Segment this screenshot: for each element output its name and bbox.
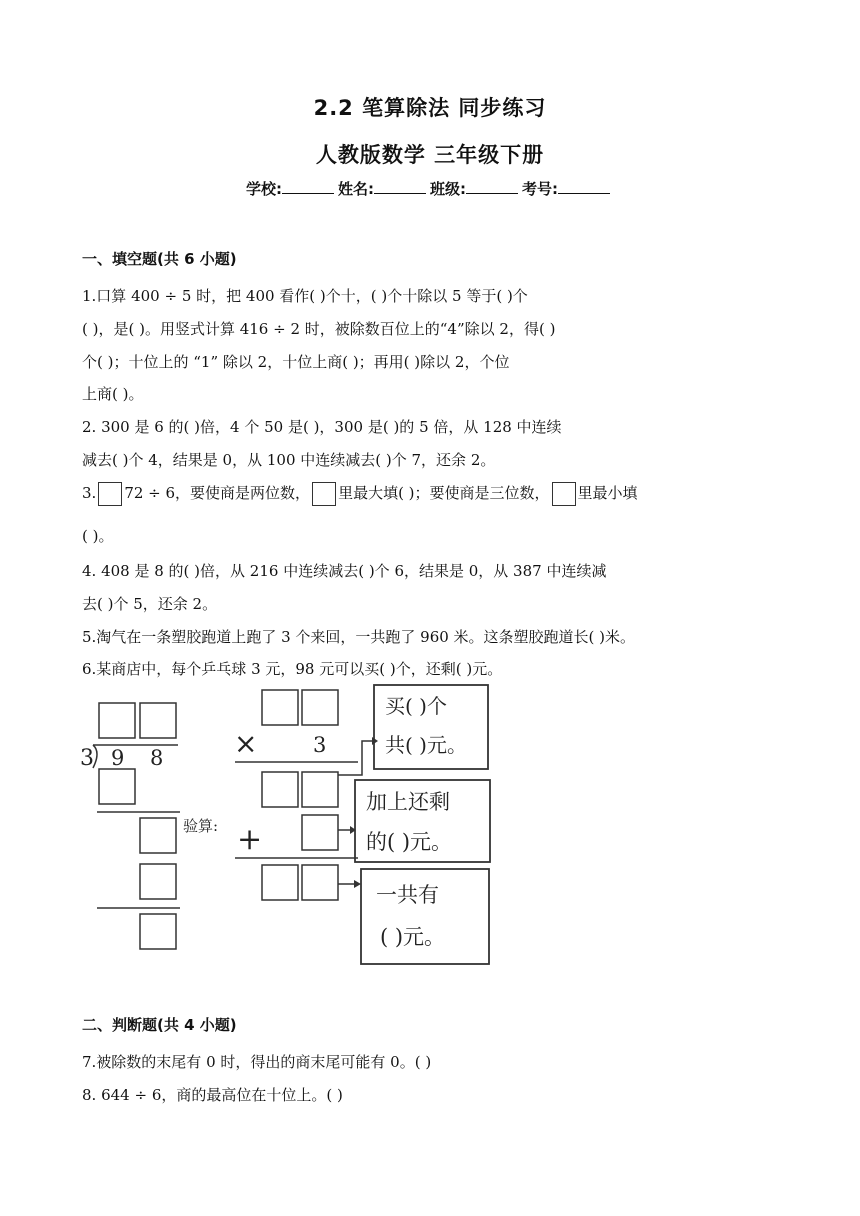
school-label: 学校: <box>246 180 282 198</box>
question-line: ( )。 <box>82 527 114 545</box>
digit-box[interactable] <box>262 865 298 900</box>
q3-text-b: 里最大填( )；要使商是三位数， <box>338 484 550 502</box>
box3-line2: ( )元。 <box>380 925 446 949</box>
question-line: 8. 644 ÷ 6，商的最高位在十位上。( ) <box>82 1086 343 1104</box>
digit-box[interactable] <box>140 818 176 853</box>
q3-text-a: 72 ÷ 6，要使商是两位数， <box>124 484 311 502</box>
divisor: 3 <box>80 746 94 771</box>
section-heading-fill-in: 一、填空题(共 6 小题) <box>82 250 237 268</box>
check-label: 验算: <box>183 817 219 835</box>
dividend-tens: 9 <box>111 746 125 770</box>
name-label: 姓名: <box>338 180 374 198</box>
plus-sign: + <box>237 822 263 857</box>
question-line: 1.口算 400 ÷ 5 时，把 400 看作( )个十，( )个十除以 5 等于( )个 <box>82 287 528 305</box>
q3-text-c: 里最小填 <box>577 484 638 502</box>
digit-box[interactable] <box>302 865 338 900</box>
question-line: 7.被除数的末尾有 0 时，得出的商末尾可能有 0。( ) <box>82 1053 432 1071</box>
box3-line1: 一共有 <box>376 883 439 907</box>
arrow-icon <box>354 880 361 888</box>
class-label: 班级: <box>430 180 466 198</box>
box1-line1: 买( )个 <box>385 694 447 718</box>
page-title: 2.2 笔算除法 同步练习 <box>313 96 547 120</box>
q3-number: 3. <box>82 484 97 502</box>
question-line: 6.某商店中，每个乒乓球 3 元，98 元可以买( )个，还剩( )元。 <box>82 660 503 678</box>
section-heading-true-false: 二、判断题(共 4 小题) <box>82 1016 237 1034</box>
number-label: 考号: <box>522 180 558 198</box>
digit-box[interactable] <box>302 815 338 850</box>
digit-box[interactable] <box>262 690 298 725</box>
digit-box[interactable] <box>99 769 135 804</box>
question-line: 4. 408 是 8 的( )倍，从 216 中连续减去( )个 6，结果是 0，从 387 中连续减 <box>82 562 607 580</box>
digit-box[interactable] <box>302 772 338 807</box>
digit-box[interactable] <box>302 690 338 725</box>
question-line: 去( )个 5，还余 2。 <box>82 595 218 613</box>
question-line: ( )，是( )。用竖式计算 416 ÷ 2 时，被除数百位上的“4”除以 2，得( ) <box>82 320 556 338</box>
page-subtitle: 人教版数学 三年级下册 <box>315 143 545 167</box>
arrow-icon <box>372 737 378 745</box>
quotient-box[interactable] <box>99 703 135 738</box>
digit-box[interactable] <box>140 914 176 949</box>
question-line: 减去( )个 4，结果是 0，从 100 中连续减去( )个 7，还余 2。 <box>82 451 496 469</box>
times-sign: × <box>234 727 258 760</box>
question-line: 5.淘气在一条塑胶跑道上跑了 3 个来回，一共跑了 960 米。这条塑胶跑道长( )米。 <box>82 628 636 646</box>
question-line: 个( )；十位上的 “1” 除以 2，十位上商( )；再用( )除以 2，个位 <box>82 353 510 371</box>
box2-line2: 的( )元。 <box>366 830 453 854</box>
question-line: 上商( )。 <box>82 385 144 403</box>
dividend-ones: 8 <box>150 746 164 770</box>
multiplier: 3 <box>313 733 327 757</box>
box2-line1: 加上还剩 <box>366 790 450 814</box>
digit-box[interactable] <box>262 772 298 807</box>
box1-line2: 共( )元。 <box>385 733 467 757</box>
digit-box[interactable] <box>140 864 176 899</box>
quotient-box[interactable] <box>140 703 176 738</box>
question-line: 2. 300 是 6 的( )倍，4 个 50 是( )，300 是( )的 5 倍，从 128 中连续 <box>82 418 562 436</box>
